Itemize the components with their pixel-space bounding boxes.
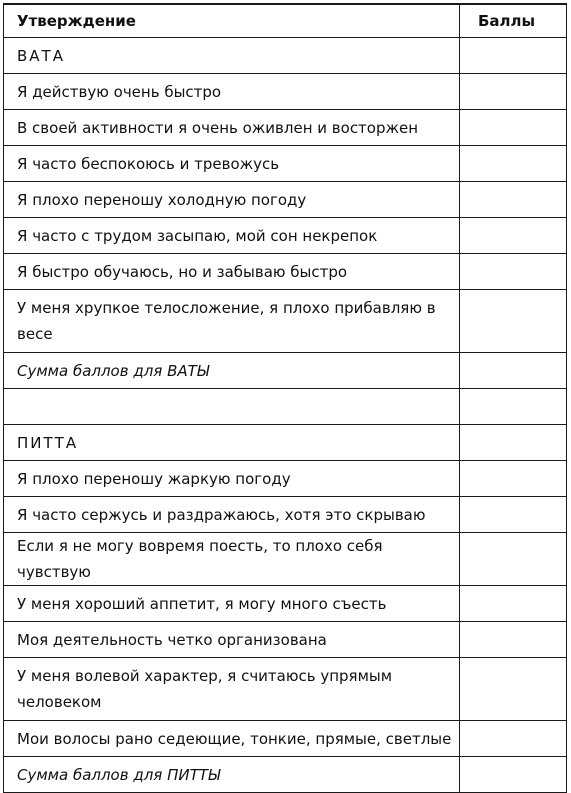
statement-text: Я быстро обучаюсь, но и забываю быстро: [4, 254, 460, 290]
statement-text: У меня волевой характер, я считаюсь упрямым человеком: [4, 658, 460, 721]
blank-cell: [4, 389, 460, 425]
score-cell[interactable]: [460, 586, 567, 622]
table-body: [4, 38, 567, 793]
statement-row: [4, 586, 567, 622]
statement-row: [4, 182, 567, 218]
statement-text: Моя деятельность четко организована: [4, 622, 460, 658]
statement-text: В своей активности я очень оживлен и восторжен: [4, 110, 460, 146]
sum-label: Сумма баллов для ВАТЫ: [4, 353, 460, 389]
sum-row: [4, 353, 567, 389]
statement-row: [4, 218, 567, 254]
statement-row: [4, 110, 567, 146]
statement-text: У меня хороший аппетит, я могу много съесть: [4, 586, 460, 622]
section-row: [4, 425, 567, 461]
score-cell[interactable]: [460, 353, 567, 389]
score-cell[interactable]: [460, 182, 567, 218]
blank-row: [4, 389, 567, 425]
statement-row: [4, 74, 567, 110]
statement-text: Я часто сержусь и раздражаюсь, хотя это скрываю: [4, 497, 460, 533]
table-header-row: [4, 4, 567, 38]
section-row: [4, 38, 567, 74]
score-cell[interactable]: [460, 461, 567, 497]
sum-row: [4, 757, 567, 793]
statement-row: [4, 146, 567, 182]
score-cell[interactable]: [460, 218, 567, 254]
score-cell[interactable]: [460, 533, 567, 586]
statement-row: [4, 622, 567, 658]
score-cell[interactable]: [460, 757, 567, 793]
sum-label: Сумма баллов для ПИТТЫ: [4, 757, 460, 793]
section-label: ПИТТА: [4, 425, 460, 461]
score-cell[interactable]: [460, 146, 567, 182]
statement-text: Мои волосы рано седеющие, тонкие, прямые, светлые: [4, 721, 460, 757]
statement-row: [4, 254, 567, 290]
statement-text: У меня хрупкое телосложение, я плохо прибавляю в весе: [4, 290, 460, 353]
statement-text: Если я не могу вовремя поесть, то плохо себя чувствую: [4, 533, 460, 586]
statement-text: Я часто с трудом засыпаю, мой сон некрепок: [4, 218, 460, 254]
statement-text: Я плохо переношу холодную погоду: [4, 182, 460, 218]
statement-row: [4, 497, 567, 533]
statement-row: [4, 290, 567, 353]
statement-text: Я часто беспокоюсь и тревожусь: [4, 146, 460, 182]
score-column-header: Баллы: [460, 4, 567, 38]
statement-text: Я действую очень быстро: [4, 74, 460, 110]
statement-row: [4, 461, 567, 497]
score-cell[interactable]: [460, 38, 567, 74]
statement-text: Я плохо переношу жаркую погоду: [4, 461, 460, 497]
statement-column-header: Утверждение: [4, 4, 460, 38]
score-cell[interactable]: [460, 290, 567, 353]
statement-row: [4, 721, 567, 757]
score-cell[interactable]: [460, 254, 567, 290]
score-cell[interactable]: [460, 425, 567, 461]
questionnaire-table: [3, 3, 567, 793]
score-cell[interactable]: [460, 497, 567, 533]
score-cell[interactable]: [460, 721, 567, 757]
statement-row: [4, 658, 567, 721]
score-cell[interactable]: [460, 74, 567, 110]
statement-row: [4, 533, 567, 586]
section-label: ВАТА: [4, 38, 460, 74]
score-cell[interactable]: [460, 389, 567, 425]
score-cell[interactable]: [460, 622, 567, 658]
score-cell[interactable]: [460, 110, 567, 146]
score-cell[interactable]: [460, 658, 567, 721]
